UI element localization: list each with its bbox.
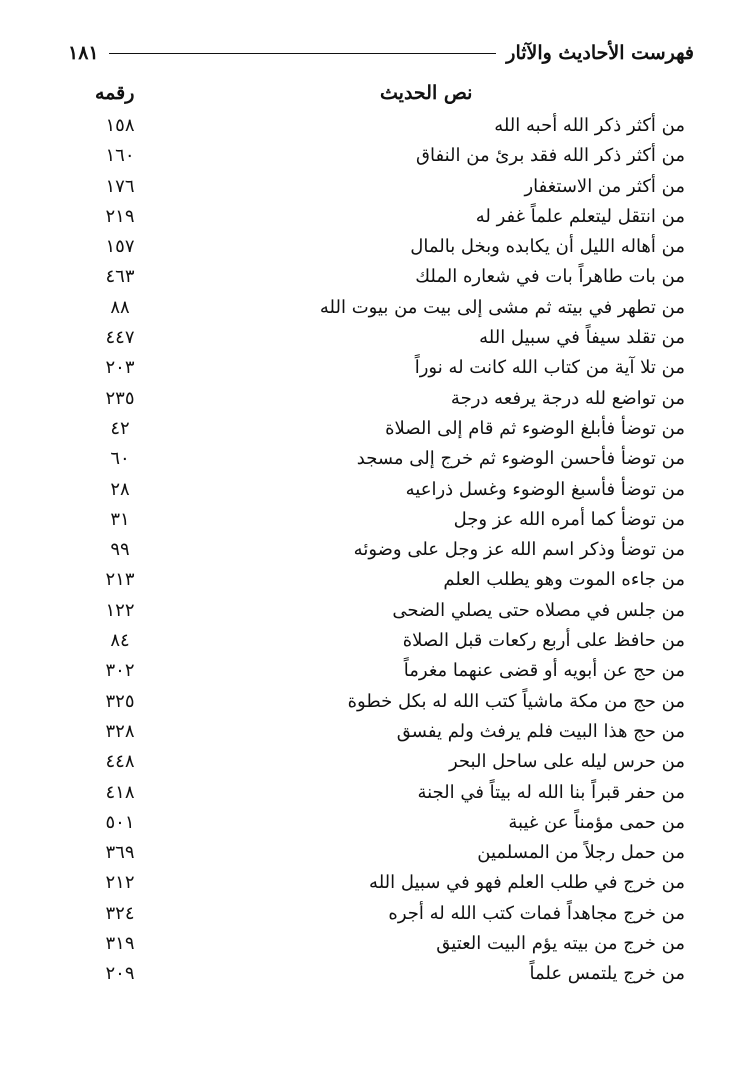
index-row bbox=[0, 961, 755, 991]
running-title: فهرست الأحاديث والآثار bbox=[506, 42, 694, 64]
hadith-text: من جاءه الموت وهو يطلب العلم bbox=[443, 569, 685, 591]
index-row bbox=[0, 870, 755, 900]
hadith-number: ٣٠٢ bbox=[105, 660, 135, 682]
index-row bbox=[0, 234, 755, 264]
hadith-number: ٤٢ bbox=[110, 417, 130, 439]
hadith-number: ٢٣٥ bbox=[105, 387, 135, 409]
hadith-text: من حج عن أبويه أو قضى عنهما مغرماً bbox=[403, 660, 685, 682]
index-row bbox=[0, 749, 755, 779]
hadith-text: من خرج مجاهداً فمات كتب الله له أجره bbox=[388, 902, 685, 924]
index-row bbox=[0, 204, 755, 234]
hadith-text: من توضأ فأبلغ الوضوء ثم قام إلى الصلاة bbox=[385, 417, 685, 439]
running-head bbox=[68, 38, 694, 68]
column-headers bbox=[0, 82, 755, 116]
hadith-number: ٣٢٨ bbox=[105, 720, 135, 742]
hadith-text: من تلا آية من كتاب الله كانت له نوراً bbox=[414, 357, 685, 379]
hadith-text: من حج من مكة ماشياً كتب الله له بكل خطوة bbox=[347, 690, 685, 712]
index-row bbox=[0, 840, 755, 870]
index-row bbox=[0, 628, 755, 658]
hadith-text: من تواضع لله درجة يرفعه درجة bbox=[450, 387, 685, 409]
hadith-text: من توضأ فأحسن الوضوء ثم خرج إلى مسجد bbox=[356, 448, 685, 470]
hadith-text: من أهاله الليل أن يكابده وبخل بالمال bbox=[410, 236, 685, 258]
index-row bbox=[0, 567, 755, 597]
hadith-number: ٣٢٥ bbox=[105, 690, 135, 712]
hadith-number: ٣٦٩ bbox=[105, 842, 135, 864]
number-column-header: رقمه bbox=[95, 82, 135, 104]
index-row bbox=[0, 325, 755, 355]
index-row bbox=[0, 537, 755, 567]
hadith-text: من بات طاهراً بات في شعاره الملك bbox=[415, 266, 685, 288]
hadith-text: من توضأ وذكر اسم الله عز وجل على وضوئه bbox=[353, 539, 685, 561]
hadith-number: ٨٨ bbox=[110, 296, 130, 318]
hadith-number: ٦٠ bbox=[110, 448, 130, 470]
index-row bbox=[0, 689, 755, 719]
hadith-text: من حفر قبراً بنا الله له بيتاً في الجنة bbox=[417, 781, 685, 803]
index-row bbox=[0, 355, 755, 385]
hadith-number: ٣١٩ bbox=[105, 933, 135, 955]
hadith-text: من توضأ كما أمره الله عز وجل bbox=[453, 508, 685, 530]
index-row bbox=[0, 658, 755, 688]
hadith-text: من تقلد سيفاً في سبيل الله bbox=[479, 327, 685, 349]
hadith-text-column-header: نص الحديث bbox=[380, 82, 473, 104]
hadith-text: من خرج يلتمس علماً bbox=[529, 963, 685, 985]
index-row bbox=[0, 810, 755, 840]
hadith-text: من خرج من بيته يؤم البيت العتيق bbox=[436, 933, 685, 955]
hadith-number: ٤١٨ bbox=[105, 781, 135, 803]
hadith-text: من تطهر في بيته ثم مشى إلى بيت من بيوت الله bbox=[319, 296, 685, 318]
hadith-number: ١٦٠ bbox=[105, 145, 135, 167]
index-row bbox=[0, 598, 755, 628]
index-list bbox=[0, 113, 755, 992]
hadith-number: ٤٤٨ bbox=[105, 751, 135, 773]
hadith-number: ٣٢٤ bbox=[105, 902, 135, 924]
hadith-number: ٢٠٣ bbox=[105, 357, 135, 379]
hadith-number: ٩٩ bbox=[110, 539, 130, 561]
header-rule bbox=[109, 53, 497, 54]
hadith-text: من حرس ليله على ساحل البحر bbox=[448, 751, 685, 773]
hadith-number: ٢١٩ bbox=[105, 205, 135, 227]
index-row bbox=[0, 416, 755, 446]
hadith-number: ١٥٧ bbox=[105, 236, 135, 258]
index-row bbox=[0, 386, 755, 416]
hadith-number: ٢١٣ bbox=[105, 569, 135, 591]
index-row bbox=[0, 780, 755, 810]
hadith-number: ١٢٢ bbox=[105, 599, 135, 621]
hadith-text: من توضأ فأسبغ الوضوء وغسل ذراعيه bbox=[405, 478, 685, 500]
hadith-number: ٢٠٩ bbox=[105, 963, 135, 985]
page-number: ١٨١ bbox=[68, 42, 99, 64]
hadith-text: من حمى مؤمناً عن غيبة bbox=[508, 811, 685, 833]
hadith-number: ١٧٦ bbox=[105, 175, 135, 197]
hadith-number: ٤٤٧ bbox=[105, 327, 135, 349]
index-row bbox=[0, 719, 755, 749]
hadith-text: من أكثر ذكر الله أحبه الله bbox=[494, 115, 685, 136]
hadith-text: من أكثر من الاستغفار bbox=[524, 175, 685, 197]
hadith-number: ٨٤ bbox=[110, 630, 130, 652]
index-row bbox=[0, 446, 755, 476]
hadith-text: من جلس في مصلاه حتى يصلي الضحى bbox=[392, 599, 685, 621]
hadith-text: من خرج في طلب العلم فهو في سبيل الله bbox=[369, 872, 685, 894]
hadith-number: ٢٨ bbox=[110, 478, 130, 500]
index-row bbox=[0, 507, 755, 537]
hadith-text: من انتقل ليتعلم علماً غفر له bbox=[475, 205, 685, 227]
hadith-text: من حمل رجلاً من المسلمين bbox=[477, 842, 685, 864]
index-row bbox=[0, 113, 755, 143]
index-row bbox=[0, 264, 755, 294]
index-row bbox=[0, 931, 755, 961]
hadith-number: ٤٦٣ bbox=[105, 266, 135, 288]
hadith-number: ٢١٢ bbox=[105, 872, 135, 894]
hadith-text: من أكثر ذكر الله فقد برئ من النفاق bbox=[416, 145, 685, 167]
index-row bbox=[0, 174, 755, 204]
hadith-number: ٥٠١ bbox=[105, 811, 135, 833]
index-row bbox=[0, 143, 755, 173]
hadith-number: ١٥٨ bbox=[105, 115, 135, 136]
hadith-text: من حج هذا البيت فلم يرفث ولم يفسق bbox=[396, 720, 685, 742]
index-row bbox=[0, 901, 755, 931]
index-row bbox=[0, 295, 755, 325]
hadith-number: ٣١ bbox=[110, 508, 130, 530]
index-row bbox=[0, 477, 755, 507]
hadith-text: من حافظ على أربع ركعات قبل الصلاة bbox=[402, 630, 685, 652]
